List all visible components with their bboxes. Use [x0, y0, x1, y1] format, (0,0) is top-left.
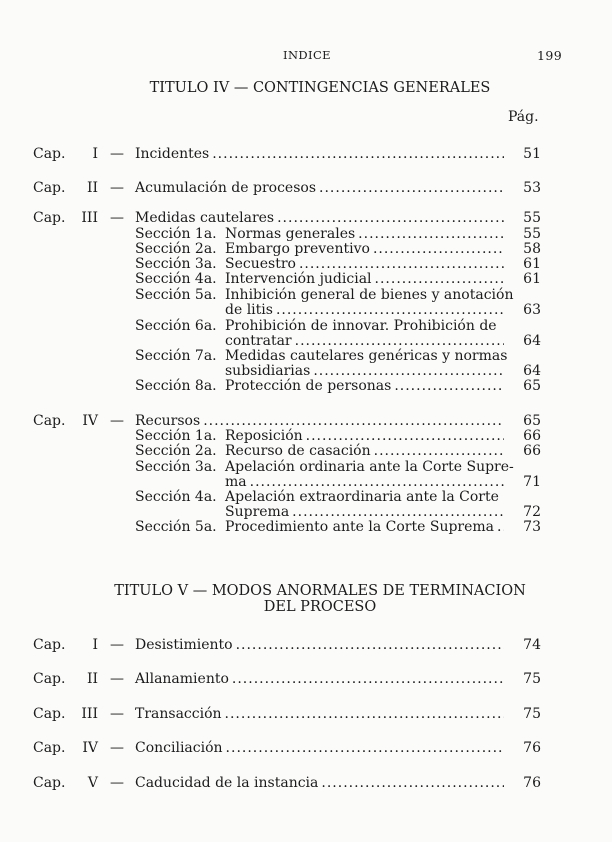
dot-leader	[299, 256, 504, 272]
page-ref: 75	[523, 671, 541, 687]
toc-section[interactable]	[33, 226, 541, 242]
dot-leader	[375, 271, 504, 287]
section-label: Sección 6a.	[135, 318, 217, 334]
toc-chapter[interactable]	[33, 146, 541, 162]
toc-section[interactable]	[33, 271, 541, 287]
cap-label: Cap.	[33, 740, 66, 756]
titulo-v-heading-line1: TITULO V — MODOS ANORMALES DE TERMINACION	[114, 583, 526, 599]
page-ref: 63	[523, 302, 541, 318]
section-label: Sección 5a.	[135, 519, 217, 535]
dot-leader	[232, 671, 504, 687]
cap-label: Cap.	[33, 671, 66, 687]
chapter-title: Incidentes	[135, 146, 210, 162]
page-ref: 71	[523, 474, 541, 490]
toc-section-cont[interactable]	[33, 302, 541, 318]
chapter-number: IV	[82, 413, 98, 429]
dash: —	[110, 706, 124, 722]
toc-section[interactable]	[33, 318, 541, 334]
section-title: Embargo preventivo	[225, 241, 370, 257]
section-label: Sección 2a.	[135, 443, 217, 459]
page-ref: 61	[523, 256, 541, 272]
dash: —	[110, 180, 124, 196]
section-label: Sección 7a.	[135, 348, 217, 364]
dash: —	[110, 146, 124, 162]
page-ref: 74	[523, 637, 541, 653]
toc-chapter[interactable]	[33, 706, 541, 722]
page-ref: 51	[523, 146, 541, 162]
chapter-number: III	[81, 706, 98, 722]
cap-label: Cap.	[33, 146, 66, 162]
section-title: Apelación extraordinaria ante la Corte	[225, 489, 499, 505]
page-ref: 73	[523, 519, 541, 535]
toc-section[interactable]	[33, 519, 541, 535]
page-column-label: Pág.	[508, 109, 539, 125]
section-label: Sección 5a.	[135, 287, 217, 303]
page-ref: 75	[523, 706, 541, 722]
page-ref: 66	[523, 443, 541, 459]
cap-label: Cap.	[33, 180, 66, 196]
section-title: Protección de personas	[225, 378, 392, 394]
toc-section[interactable]	[33, 443, 541, 459]
cap-label: Cap.	[33, 210, 66, 226]
dot-leader	[277, 210, 504, 226]
page-ref: 65	[523, 378, 541, 394]
toc-chapter[interactable]	[33, 210, 541, 226]
toc-section[interactable]	[33, 348, 541, 364]
dot-leader	[236, 637, 504, 653]
section-label: Sección 2a.	[135, 241, 217, 257]
toc-section[interactable]	[33, 428, 541, 444]
chapter-number: I	[92, 146, 98, 162]
section-label: Sección 3a.	[135, 459, 217, 475]
section-title: de litis	[225, 302, 273, 318]
dot-leader	[313, 363, 504, 379]
section-title: Prohibición de innovar. Prohibición de	[225, 318, 497, 334]
cap-label: Cap.	[33, 706, 66, 722]
section-label: Sección 4a.	[135, 489, 217, 505]
dash: —	[110, 671, 124, 687]
page-ref: 58	[523, 241, 541, 257]
page-ref: 72	[523, 504, 541, 520]
dot-leader	[226, 740, 504, 756]
cap-label: Cap.	[33, 413, 66, 429]
dot-leader	[212, 146, 504, 162]
section-title: ma	[225, 474, 247, 490]
section-title: contratar	[225, 333, 292, 349]
dot-leader	[373, 241, 504, 257]
section-label: Sección 8a.	[135, 378, 217, 394]
section-title: Apelación ordinaria ante la Corte Supre-	[225, 459, 514, 475]
toc-section-cont[interactable]	[33, 363, 541, 379]
cap-label: Cap.	[33, 637, 66, 653]
page-ref: 55	[523, 210, 541, 226]
page-ref: 64	[523, 363, 541, 379]
chapter-number: I	[92, 637, 98, 653]
running-header: INDICE	[283, 48, 331, 62]
section-title: subsidiarias	[225, 363, 311, 379]
chapter-title: Acumulación de procesos	[135, 180, 317, 196]
toc-section[interactable]	[33, 378, 541, 394]
section-title: Medidas cautelares genéricas y normas	[225, 348, 508, 364]
chapter-title: Desistimiento	[135, 637, 233, 653]
dot-leader	[319, 180, 504, 196]
page-ref: 53	[523, 180, 541, 196]
toc-chapter[interactable]	[33, 740, 541, 756]
section-title: Secuestro	[225, 256, 296, 272]
page-number: 199	[537, 48, 563, 63]
titulo-iv-heading: TITULO IV — CONTINGENCIAS GENERALES	[149, 80, 491, 96]
chapter-number: II	[86, 180, 98, 196]
toc-chapter[interactable]	[33, 637, 541, 653]
dash: —	[110, 413, 124, 429]
dot-leader	[295, 333, 504, 349]
toc-chapter[interactable]	[33, 671, 541, 687]
page-ref: 66	[523, 428, 541, 444]
dash: —	[110, 210, 124, 226]
chapter-title: Transacción	[135, 706, 222, 722]
dot-leader	[203, 413, 504, 429]
page-ref: 76	[523, 775, 541, 791]
page-ref: 64	[523, 333, 541, 349]
chapter-title: Recursos	[135, 413, 201, 429]
dash: —	[110, 740, 124, 756]
dot-leader	[321, 775, 504, 791]
dash: —	[110, 637, 124, 653]
section-label: Sección 1a.	[135, 226, 217, 242]
dot-leader	[250, 474, 504, 490]
toc-chapter[interactable]	[33, 413, 541, 429]
chapter-title: Medidas cautelares	[135, 210, 275, 226]
toc-section[interactable]	[33, 489, 541, 505]
dot-leader	[276, 302, 504, 318]
toc-section[interactable]	[33, 256, 541, 272]
section-title: Inhibición general de bienes y anotación	[225, 287, 514, 303]
section-label: Sección 1a.	[135, 428, 217, 444]
titulo-v-heading-line2: DEL PROCESO	[263, 599, 377, 615]
section-title: Normas generales	[225, 226, 356, 242]
dash: —	[110, 775, 124, 791]
dot-leader	[394, 378, 504, 394]
cap-label: Cap.	[33, 775, 66, 791]
chapter-number: III	[81, 210, 98, 226]
section-title: Intervención judicial	[225, 271, 372, 287]
section-title: Suprema	[225, 504, 290, 520]
toc-chapter[interactable]	[33, 775, 541, 791]
dot-leader	[497, 519, 504, 535]
dot-leader	[306, 428, 504, 444]
page-ref: 65	[523, 413, 541, 429]
chapter-number: V	[87, 775, 98, 791]
dot-leader	[292, 504, 504, 520]
page-ref: 76	[523, 740, 541, 756]
section-title: Procedimiento ante la Corte Suprema	[225, 519, 495, 535]
dot-leader	[358, 226, 504, 242]
toc-section[interactable]	[33, 459, 541, 475]
section-label: Sección 4a.	[135, 271, 217, 287]
section-title: Reposición	[225, 428, 303, 444]
toc-section-cont[interactable]	[33, 504, 541, 520]
toc-section-cont[interactable]	[33, 333, 541, 349]
chapter-number: II	[86, 671, 98, 687]
chapter-title: Allanamiento	[135, 671, 229, 687]
section-title: Recurso de casación	[225, 443, 371, 459]
chapter-number: IV	[82, 740, 98, 756]
toc-section-cont[interactable]	[33, 474, 541, 490]
toc-chapter[interactable]	[33, 180, 541, 196]
toc-section[interactable]	[33, 241, 541, 257]
dot-leader	[374, 443, 504, 459]
chapter-title: Caducidad de la instancia	[135, 775, 319, 791]
section-label: Sección 3a.	[135, 256, 217, 272]
page-ref: 55	[523, 226, 541, 242]
chapter-title: Conciliación	[135, 740, 223, 756]
toc-section[interactable]	[33, 287, 541, 303]
dot-leader	[225, 706, 504, 722]
page-ref: 61	[523, 271, 541, 287]
